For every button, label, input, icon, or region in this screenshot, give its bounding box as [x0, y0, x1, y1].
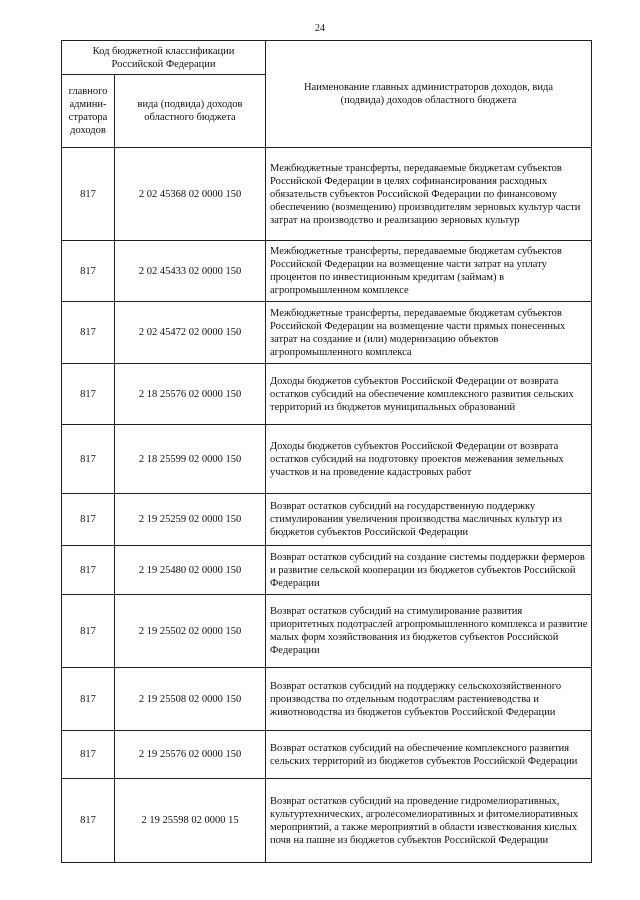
table-row — [62, 546, 592, 595]
budget-classification-table — [61, 40, 592, 863]
revenue-name-cell: Межбюджетные трансферты, передаваемые бюджетам субъектов Российской Федерации на возмещение части прямых понесенных затрат на создание и (или) модернизацию объектов агропромышленного комплекса — [266, 302, 592, 364]
table-row — [62, 241, 592, 302]
revenue-name-cell: Возврат остатков субсидий на обеспечение комплексного развития сельских территорий из бюджетов субъектов Российской Федерации — [266, 731, 592, 779]
revenue-name-cell: Возврат остатков субсидий на стимулирование развития приоритетных подотраслей агропромышленного комплекса и развитие малых форм хозяйствования из бюджетов субъектов Российской Федерации — [266, 595, 592, 668]
revenue-name-cell: Возврат остатков субсидий на создание системы поддержки фермеров и развитие сельской кооперации из бюджетов субъектов Российской Федерации — [266, 546, 592, 595]
table-row — [62, 148, 592, 241]
revenue-code-cell: 2 19 25259 02 0000 150 — [115, 494, 266, 546]
table-row — [62, 494, 592, 546]
revenue-name-cell: Межбюджетные трансферты, передаваемые бюджетам субъектов Российской Федерации на возмещение части затрат на уплату процентов по инвестиционным кредитам (займам) в агропромышленном комплексе — [266, 241, 592, 302]
revenue-code-cell: 2 19 25480 02 0000 150 — [115, 546, 266, 595]
admin-code-cell: 817 — [62, 364, 115, 425]
revenue-name-cell: Возврат остатков субсидий на поддержку сельскохозяйственного производства по отдельным подотраслям растениеводства и животноводства из бюджетов субъектов Российской Федерации — [266, 668, 592, 731]
revenue-code-cell: 2 02 45472 02 0000 150 — [115, 302, 266, 364]
table-row — [62, 364, 592, 425]
revenue-code-cell: 2 19 25576 02 0000 150 — [115, 731, 266, 779]
page-number: 24 — [315, 23, 325, 34]
admin-code-cell: 817 — [62, 148, 115, 241]
table-row — [62, 668, 592, 731]
admin-code-cell: 817 — [62, 241, 115, 302]
table-row — [62, 302, 592, 364]
revenue-code-cell: 2 19 25502 02 0000 150 — [115, 595, 266, 668]
revenue-code-cell: 2 18 25576 02 0000 150 — [115, 364, 266, 425]
revenue-name-cell: Доходы бюджетов субъектов Российской Федерации от возврата остатков субсидий на подготовку проектов межевания земельных участков и на проведение кадастровых работ — [266, 425, 592, 494]
header-name-column: Наименование главных администраторов доходов, вида (подвида) доходов областного бюджета — [266, 41, 592, 148]
table-row — [62, 595, 592, 668]
admin-code-cell: 817 — [62, 731, 115, 779]
table-row — [62, 425, 592, 494]
admin-code-cell: 817 — [62, 302, 115, 364]
table-row — [62, 731, 592, 779]
admin-code-cell: 817 — [62, 425, 115, 494]
revenue-name-cell: Доходы бюджетов субъектов Российской Федерации от возврата остатков субсидий на обеспечение комплексного развития сельских территорий из бюджетов муниципальных образований — [266, 364, 592, 425]
header-admin-column: главного админи-стратора доходов — [62, 75, 115, 148]
admin-code-cell: 817 — [62, 595, 115, 668]
admin-code-cell: 817 — [62, 779, 115, 863]
header-row-group — [62, 41, 592, 75]
revenue-code-cell: 2 19 25508 02 0000 150 — [115, 668, 266, 731]
table-row — [62, 779, 592, 863]
admin-code-cell: 817 — [62, 546, 115, 595]
revenue-name-cell: Межбюджетные трансферты, передаваемые бюджетам субъектов Российской Федерации в целях софинансирования расходных обязательств субъектов Российской Федерации по финансовому обеспечению (возмещению) производителям зерновых культур части затрат на производство и реализацию зерновых культур — [266, 148, 592, 241]
admin-code-cell: 817 — [62, 668, 115, 731]
revenue-name-cell: Возврат остатков субсидий на проведение гидромелиоративных, культуртехнических, агролесомелиоративных и фитомелиоративных мероприятий, а также мероприятий в области известкования кислых почв на пашне из бюджетов субъектов Российской Федерации — [266, 779, 592, 863]
revenue-code-cell: 2 19 25598 02 0000 15 — [115, 779, 266, 863]
revenue-code-cell: 2 02 45433 02 0000 150 — [115, 241, 266, 302]
header-code-column: вида (подвида) доходов областного бюджета — [115, 75, 266, 148]
admin-code-cell: 817 — [62, 494, 115, 546]
header-classification-group: Код бюджетной классификации Российской Федерации — [62, 41, 266, 75]
revenue-code-cell: 2 02 45368 02 0000 150 — [115, 148, 266, 241]
revenue-name-cell: Возврат остатков субсидий на государственную поддержку стимулирования увеличения производства масличных культур из бюджетов субъектов Российской Федерации — [266, 494, 592, 546]
revenue-code-cell: 2 18 25599 02 0000 150 — [115, 425, 266, 494]
